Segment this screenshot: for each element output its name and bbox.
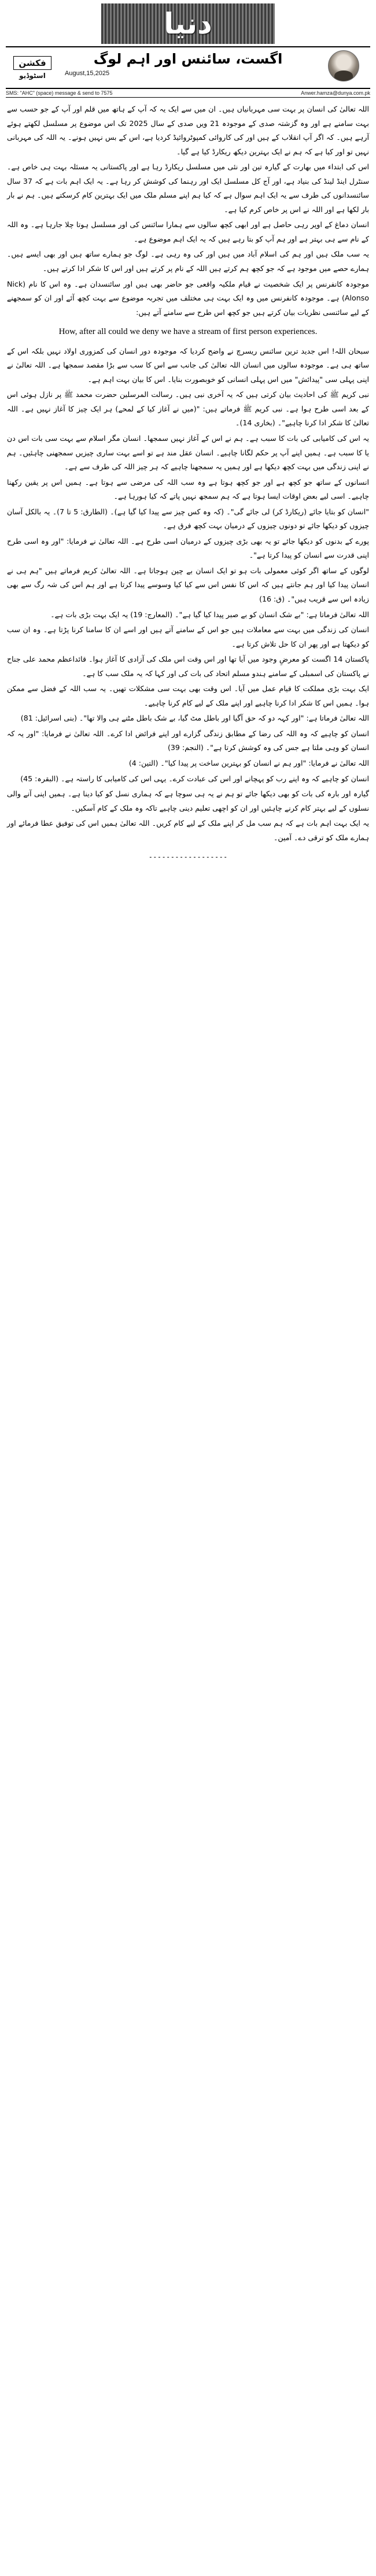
- paragraph: اس کی ابتداء میں بھارت کے گیارہ تین اور نئی میں مسلسل ریکارڈ رہا ہے اور پاکستانی یہ مسئلہ بہت ہی خاص ہے۔ سنٹرل اینڈ لینڈ کی بنیاد ہے، اور آج کل مسلسل ایک اور رہنما کی کوشش کر رہا ہے۔ یہ ایک اہم بات ہے کہ 37 سال سائنسدانوں کی طرف سے یہ ایک اہم سوال ہے کہ کیا ہم اپنے مسلم ملک میں ایک بہترین کام کرسکتے ہیں۔ ہم نے بار بار لکھا ہے اور اللہ نے اس پر خاص کرم کیا ہے۔: [7, 162, 369, 214]
- paragraph: انسان کو چاہیے کہ وہ اپنے رب کو پہچانے اور اس کی عبادت کرے۔ یہی اس کی کامیابی کا راستہ ہے۔ (البقرہ: 45): [20, 774, 369, 783]
- paragraph: لوگوں کے ساتھ اگر کوئی معمولی بات ہو تو ایک انسان بے چین ہوجاتا ہے۔ اللہ تعالیٰ کریم فرماتے ہیں "ہم ہی نے انسان پیدا کیا اور ہم جانتے ہیں کہ اس کا نفس اس سے کیا کیا وسوسے پیدا کرتا ہے اور ہم اس کی شہ رگ سے بھی زیادہ اس سے قریب ہیں"۔ (ق: 16): [7, 566, 369, 603]
- avatar: [328, 50, 359, 81]
- paragraph: پاکستان 14 اگست کو معرضِ وجود میں آیا تھا اور اس وقت اس ملک کی آزادی کا آغاز ہوا۔ قائداعظم محمد علی جناح نے پاکستان کی اسمبلی کے سامنے ہندو مسلم اتحاد کی بات کی اور کہا کہ یہ ملک سب کا ہے۔: [7, 655, 369, 678]
- paragraph: موجودہ کانفرنس پر ایک شخصیت نے قیام ملکیہ واقعی جو حاضر بھی ہیں اور سائنسدان ہے۔ وہ اس کا نام (Nick Alonso) ہے۔ موجودہ کانفرنس میں وہ ایک بہت ہی مختلف میں تجربہ موضوع سے بہت کچھ آئے اور ان کو سمجھنے کے لیے سائنسی نظریات بیان کرتے ہیں جو کچھ اس طرح سے سامنے آتے ہیں:: [7, 279, 369, 317]
- paragraph: یہ ایک بہت اہم بات ہے کہ ہم سب مل کر اپنے ملک کے لیے کام کریں۔ اللہ تعالیٰ ہمیں اس کی توفیق عطا فرمائے اور ہمارے ملک کو ترقی دے۔ آمین۔: [7, 819, 369, 842]
- paragraph: پورے کے بدنوں کو دیکھا جائے تو یہ بھی بڑی چیزوں کے درمیان اسی طرح ہے۔ اللہ تعالیٰ نے فرمایا: "اور وہ اسی طرح اپنی قدرت سے انسان کو پیدا کرتا ہے"۔: [7, 536, 369, 560]
- sms-info: SMS: "AHC" (space) message & send to 7575: [6, 90, 113, 96]
- paragraph: اللہ تعالیٰ نے فرمایا: "اور ہم نے انسان کو بہترین ساخت پر پیدا کیا"۔ (التین: 4): [128, 759, 369, 768]
- paragraph: اللہ تعالیٰ فرماتا ہے: "اور کہہ دو کہ حق آگیا اور باطل مٹ گیا، بے شک باطل مٹنے ہی والا تھا"۔ (بنی اسرائیل: 81): [20, 714, 369, 723]
- author-block: [317, 49, 370, 86]
- section-badge-sub: اسٹوڈیو: [19, 71, 46, 80]
- masthead: [0, 0, 376, 44]
- paragraph: "انسان کو بتایا جائے (ریکارڈ کر) لی جائے گی"۔ (کہ وہ کس چیز سے پیدا کیا گیا ہے)۔ (الطارق: 5 تا 7)۔ یہ بالکل آسان چیزوں کو دیکھا جائے تو دونوں چیزوں کے درمیان بہت کچھ فرق ہے۔: [7, 507, 369, 530]
- paragraph: انسان کو چاہیے کہ وہ اللہ کی رضا کے مطابق زندگی گزارے اور اپنے فرائض ادا کرے۔ اللہ تعالیٰ نے فرمایا: "اور یہ کہ انسان کو وہی ملتا ہے جس کی وہ کوشش کرتا ہے"۔ (النجم: 39): [7, 729, 369, 752]
- paragraph: ایک بہت بڑی مملکت کا قیام عمل میں آیا۔ اس وقت بھی بہت سی مشکلات تھیں۔ یہ سب اللہ کے فضل سے ممکن ہوا۔ ہمیں اس کا شکر ادا کرنا چاہیے اور اپنے ملک کے لیے کام کرنا چاہیے۔: [7, 684, 369, 707]
- paragraph: انسانوں کے ساتھ جو کچھ ہے اور جو کچھ ہوتا ہے وہ سب اللہ کی مرضی سے ہوتا ہے۔ ہمیں اس پر یقین رکھنا چاہیے۔ اسی لیے بعض اوقات ایسا ہوتا ہے کہ ہم سمجھ نہیں پاتے کہ کیا ہورہا ہے۔: [7, 477, 369, 501]
- paragraph: نبی کریم ﷺ کی احادیث بیان کرتی ہیں کہ یہ آخری نبی ہیں۔ رسالت المرسلین حضرت محمد ﷺ پر نازل ہوئی اس کے بعد اسی طرح ہوا ہے۔ نبی کریم ﷺ فرماتے ہیں: "(میں نے آغاز کیا کے لمحے) ہر ایک چیز کا آغاز نہیں ہے۔ اللہ تعالیٰ کا شکر ادا کرنا چاہیے"۔ (بخاری 14)۔: [7, 390, 369, 428]
- end-mark: ۔۔۔۔۔۔۔۔۔۔۔۔۔۔۔۔۔۔: [148, 851, 228, 860]
- paragraph: سبحان اللہ! اس جدید ترین سائنس ریسرچ نے واضح کردیا کہ موجودہ دور انسان کی کمزوری اولاد نہیں بلکہ اس کے ساتھ ہی ہے۔ موجودہ سالوں میں انسان اللہ تعالیٰ کی جانب سے اس کا سب سے بڑا مقصد سمجھا ہے۔ اللہ تعالیٰ نے اپنی پہلی سی "پیدائش" میں اس پہلی انسانی کو خوبصورت بنایا۔ اس کا بیان بہت اہم ہے۔: [7, 346, 369, 384]
- article-title-bar: [6, 46, 370, 89]
- paragraph: اللہ تعالیٰ فرماتا ہے: "بے شک انسان کو بے صبر پیدا کیا گیا ہے"۔ (المعارج: 19) یہ ایک بہت بڑی بات ہے۔: [50, 610, 369, 619]
- paragraph: یہ سب ملک ہیں اور ہم کی اسلام آباد میں ہیں اور کی وہ رہی ہے۔ لوگ جو ہمارے ساتھ ہیں اور بھی ایسے ہیں۔ ہمارے حصے میں موجود ہے کہ جو کچھ ہم کرتے ہیں اللہ کے نام پر کرتے ہیں اور اس کا شکر ادا کرتے ہیں۔: [7, 250, 369, 273]
- section-brand: [6, 49, 59, 86]
- article-date: August,15,2025: [65, 70, 110, 77]
- english-quote: How, after all could we deny we have a stream of first person experiences.: [58, 327, 318, 337]
- paragraph: انسان دماغ کے اوپر رہی حاصل ہے اور ابھی کچھ سالوں سے ہمارا سائنس کی اور مسلسل ہوتا چلا جارہا ہے۔ وہ اللہ کے نام سے ہی بہتر ہے اور ہم آپ کو بتا رہے ہیں کہ یہ ایک اہم موضوع ہے۔: [7, 220, 369, 243]
- paragraph: انسان کی زندگی میں بہت سے معاملات ہیں جو اس کے سامنے آتے ہیں اور اسے ان کا سامنا کرنا پڑتا ہے۔ وہ ان سب کو دیکھتا ہے اور پھر ان کا حل تلاش کرتا ہے۔: [7, 625, 369, 648]
- article-body: [7, 102, 369, 863]
- headline-block: [59, 49, 317, 86]
- paragraph: گیارہ اور بارہ کی بات کو بھی دیکھا جائے تو ہم نے یہ ہی سوچا ہے کہ ہماری نسل کو کیا دینا ہے۔ ہمیں اپنی آنے والی نسلوں کے لیے بہتر کام کرنے چاہئیں اور ان کو اچھی تعلیم دینی چاہیے تاکہ وہ ملک کے کام آسکیں۔: [7, 789, 369, 812]
- publication-logo: [101, 3, 275, 44]
- paragraph: اللہ تعالیٰ کی انسان پر بہت سی مہربانیاں ہیں۔ ان میں سے ایک یہ کہ آپ کے ہاتھ میں قلم اور آپ کے جو حسب سے بہت سامنے ہے اور وہ گزشتہ صدی کے موجودہ 21 ویں صدی کے سال 2025 تک اس موضوع پر مسلسل لکھتے ہوئے آرہے ہیں۔ کہ اگر آپ انقلاب کے ہیں اور کی کاروائی کمپوٹروائیڈ کردیا ہے، اس کے بس نہیں ہونے۔ یہ اللہ کی مہربانی نہیں تو اور کیا ہے کہ ہم نے ایک بہترین دیکھ ریکارڈ کیا ہے گیا۔: [7, 105, 370, 156]
- paragraph: یہ اس کی کامیابی کی بات کا سبب ہے۔ ہم نے اس کے آغاز نہیں سمجھا۔ انسان مگر اسلام سے بہت سی بات اس دن یا کا سبب ہے۔ ہمیں اپنے آپ پر حکم لگانا چاہیے۔ انسان عقل مند ہے تو اسے بہت ساری چیزیں سمجھنی چاہئیں۔ ہم نے اپنی زندگی میں بہت کچھ دیکھا ہے اور ہمیں یہ سمجھنا چاہیے کہ ہر چیز اللہ کی طرف سے ہے۔: [7, 433, 369, 472]
- email-info[interactable]: Anwer.hamza@dunya.com.pk: [301, 90, 370, 96]
- page-title: اگست، سائنس اور اہم لوگ: [93, 51, 283, 67]
- section-badge: فکشن: [13, 56, 51, 70]
- logo-text: دنیا: [164, 7, 212, 40]
- contact-strip: [6, 90, 370, 98]
